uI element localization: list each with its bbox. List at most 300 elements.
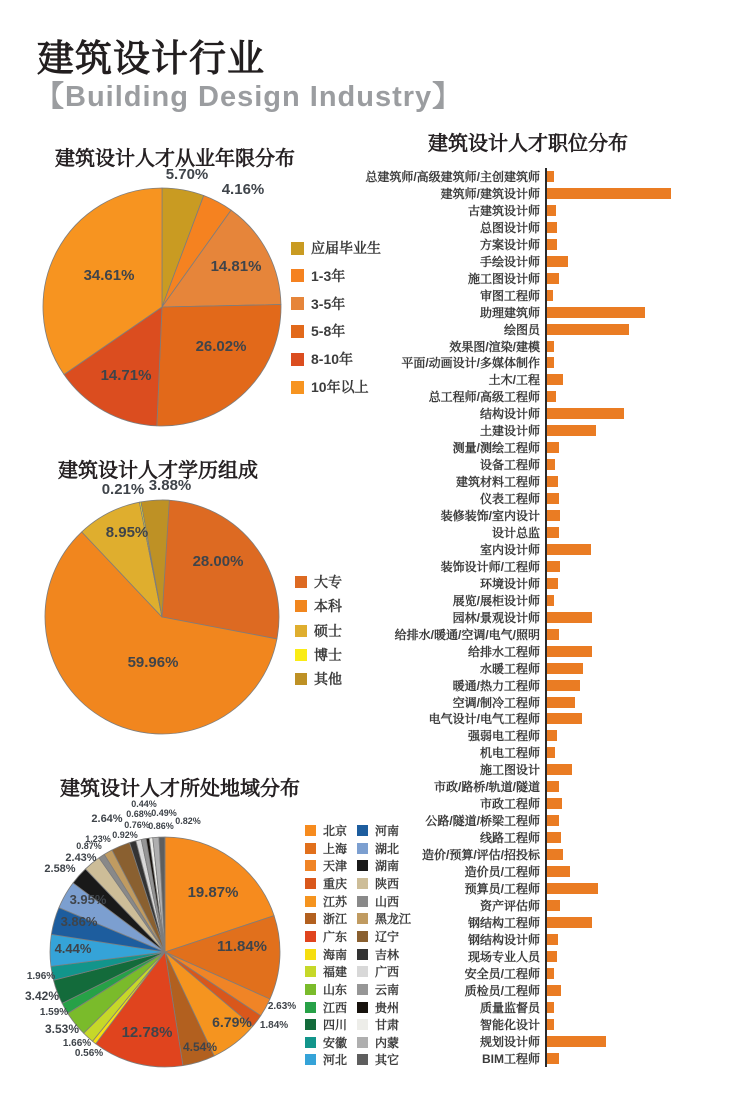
pie-value-label-本科: 59.96% xyxy=(127,654,179,671)
pie-value-label-5-8年: 26.02% xyxy=(195,338,247,355)
bar-zone xyxy=(545,626,730,643)
pie-value-label-应届毕业生: 5.70% xyxy=(165,166,209,183)
legend-label-吉林: 吉林 xyxy=(375,947,400,962)
legend-label-重庆: 重庆 xyxy=(323,876,348,891)
legend-swatch-山东 xyxy=(305,984,316,995)
bar-设计总监 xyxy=(547,527,559,538)
bar-label-环境设计师: 环境设计师 xyxy=(479,576,540,591)
bar-label-钢结构工程师: 钢结构工程师 xyxy=(467,915,540,930)
bar-装修装饰/室内设计 xyxy=(547,510,560,521)
bar-label-资产评估师: 资产评估师 xyxy=(479,898,540,913)
pie-value-label-辽宁: 2.64% xyxy=(91,813,123,825)
bar-资产评估师 xyxy=(547,900,560,911)
legend-label-1-3年: 1-3年 xyxy=(311,267,346,284)
legend-label-陕西: 陕西 xyxy=(375,876,400,891)
legend-item-博士 xyxy=(295,645,342,665)
bar-zone xyxy=(545,253,730,270)
bar-row-审图工程师 xyxy=(344,287,730,304)
bar-仪表工程师 xyxy=(547,493,559,504)
bar-zone xyxy=(545,982,730,999)
pie-value-label-10年以上: 34.61% xyxy=(83,267,135,284)
pie-value-label-浙江: 4.54% xyxy=(182,1040,218,1054)
legend-label-浙江: 浙江 xyxy=(323,912,348,927)
bar-label-古建筑设计师: 古建筑设计师 xyxy=(467,203,540,218)
legend-item-江西 xyxy=(305,999,347,1016)
bar-给排水工程师 xyxy=(547,646,592,657)
legend-label-河北: 河北 xyxy=(323,1053,348,1068)
bar-zone xyxy=(545,948,730,965)
bar-label-土建设计师: 土建设计师 xyxy=(479,424,540,439)
bar-钢结构工程师 xyxy=(547,917,592,928)
bar-电气设计/电气工程师 xyxy=(547,713,582,724)
legend-label-应届毕业生: 应届毕业生 xyxy=(311,240,381,256)
legend-item-四川 xyxy=(305,1016,347,1033)
pie-value-label-湖北: 3.95% xyxy=(69,892,107,907)
bar-row-机电工程师 xyxy=(344,744,730,761)
legend-label-湖北: 湖北 xyxy=(375,841,400,856)
bar-label-效果图/渲染/建模: 效果图/渲染/建模 xyxy=(449,339,540,354)
legend-label-山东: 山东 xyxy=(323,982,348,997)
bar-造价/预算/评估/招投标 xyxy=(547,849,563,860)
pie-value-label-江西: 1.59% xyxy=(39,1007,69,1018)
bar-label-钢结构设计师: 钢结构设计师 xyxy=(467,932,540,947)
pie-value-label-安徽: 1.96% xyxy=(26,971,56,982)
bar-row-装修装饰/室内设计 xyxy=(344,507,730,524)
bar-row-总工程师/高级工程师 xyxy=(344,388,730,405)
page-title: 建筑设计行业 xyxy=(37,38,265,79)
legend-label-大专: 大专 xyxy=(314,574,342,590)
bar-施工图设计师 xyxy=(547,273,559,284)
bar-row-平面/动画设计/多媒体制作 xyxy=(344,354,730,371)
pie-value-label-山东: 3.53% xyxy=(44,1022,80,1036)
bar-label-强弱电工程师: 强弱电工程师 xyxy=(467,729,540,744)
bar-row-造价/预算/评估/招投标 xyxy=(344,846,730,863)
bar-线路工程师 xyxy=(547,832,561,843)
bar-label-市政工程师: 市政工程师 xyxy=(479,797,540,812)
legend-label-5-8年: 5-8年 xyxy=(311,323,346,340)
legend-item-河北 xyxy=(305,1051,347,1068)
bar-zone xyxy=(545,185,730,202)
legend-swatch-博士 xyxy=(295,649,307,661)
bar-label-展览/展柜设计师: 展览/展柜设计师 xyxy=(452,593,540,608)
legend-item-天津 xyxy=(305,857,347,874)
bar-label-暖通/热力工程师: 暖通/热力工程师 xyxy=(452,678,540,693)
bar-机电工程师 xyxy=(547,747,555,758)
bar-row-环境设计师 xyxy=(344,575,730,592)
bar-zone xyxy=(545,1033,730,1050)
bar-zone xyxy=(545,727,730,744)
bar-zone xyxy=(545,609,730,626)
legend-label-广东: 广东 xyxy=(323,929,348,944)
bar-row-线路工程师 xyxy=(344,829,730,846)
bar-zone xyxy=(545,812,730,829)
bar-label-建筑材料工程师: 建筑材料工程师 xyxy=(455,475,540,490)
bar-label-公路/隧道/桥梁工程师: 公路/隧道/桥梁工程师 xyxy=(425,814,540,829)
pie-value-label-上海: 11.84% xyxy=(216,938,268,955)
bar-label-手绘设计师: 手绘设计师 xyxy=(479,254,540,269)
legend-label-广西: 广西 xyxy=(375,965,400,980)
bar-施工图设计 xyxy=(547,764,572,775)
bar-label-审图工程师: 审图工程师 xyxy=(479,288,540,303)
bar-zone xyxy=(545,1050,730,1067)
pie-value-label-山西: 0.87% xyxy=(76,841,102,851)
education-chart-title: 建筑设计人才学历组成 xyxy=(58,460,258,482)
legend-item-硕士 xyxy=(295,621,342,641)
bar-label-绘图员: 绘图员 xyxy=(503,322,540,337)
bar-label-建筑师/建筑设计师: 建筑师/建筑设计师 xyxy=(440,186,540,201)
bar-label-测量/测绘工程师: 测量/测绘工程师 xyxy=(452,441,540,456)
legend-label-河南: 河南 xyxy=(375,824,400,838)
bar-row-测量/测绘工程师 xyxy=(344,439,730,456)
legend-label-本科: 本科 xyxy=(314,598,342,615)
bar-label-智能化设计: 智能化设计 xyxy=(479,1017,540,1032)
bar-row-BIM工程师 xyxy=(344,1050,730,1067)
bar-row-水暖工程师 xyxy=(344,660,730,677)
legend-swatch-河北 xyxy=(305,1054,316,1065)
legend-label-四川: 四川 xyxy=(323,1018,348,1033)
legend-label-江苏: 江苏 xyxy=(323,894,348,909)
legend-label-10年以上: 10年以上 xyxy=(311,379,369,395)
bar-row-质检员/工程师 xyxy=(344,982,730,999)
bar-zone xyxy=(545,219,730,236)
pie-value-label-博士: 0.21% xyxy=(101,481,145,498)
bar-安全员/工程师 xyxy=(547,968,554,979)
bar-row-建筑师/建筑设计师 xyxy=(344,185,730,202)
bar-效果图/渲染/建模 xyxy=(547,341,554,352)
legend-item-浙江 xyxy=(305,910,347,927)
legend-label-其它: 其它 xyxy=(375,1053,400,1068)
legend-item-1-3年 xyxy=(291,266,345,286)
bar-古建筑设计师 xyxy=(547,205,556,216)
bar-row-效果图/渲染/建模 xyxy=(344,338,730,355)
pie-slice-5-8年 xyxy=(157,305,281,426)
bar-方案设计师 xyxy=(547,239,557,250)
bar-zone xyxy=(545,880,730,897)
bar-展览/展柜设计师 xyxy=(547,595,554,606)
bar-zone xyxy=(545,575,730,592)
legend-swatch-大专 xyxy=(295,576,307,588)
legend-swatch-其他 xyxy=(295,673,307,685)
bar-row-公路/隧道/桥梁工程师 xyxy=(344,812,730,829)
bar-label-平面/动画设计/多媒体制作: 平面/动画设计/多媒体制作 xyxy=(401,356,540,371)
bar-row-暖通/热力工程师 xyxy=(344,677,730,694)
bar-label-线路工程师: 线路工程师 xyxy=(479,831,540,846)
bar-row-设计总监 xyxy=(344,524,730,541)
legend-item-3-5年 xyxy=(291,294,345,314)
bar-zone xyxy=(545,914,730,931)
pie-value-label-3-5年: 14.81% xyxy=(210,258,262,275)
legend-item-安徽 xyxy=(305,1034,347,1051)
bar-row-总图设计师 xyxy=(344,219,730,236)
legend-swatch-硕士 xyxy=(295,625,307,637)
bar-row-规划设计师 xyxy=(344,1033,730,1050)
bar-row-土木/工程 xyxy=(344,371,730,388)
bar-row-展览/展柜设计师 xyxy=(344,592,730,609)
bar-BIM工程师 xyxy=(547,1053,559,1064)
pie-value-label-广东: 12.78% xyxy=(121,1024,173,1041)
pie-value-label-海南: 0.56% xyxy=(74,1048,104,1059)
bar-zone xyxy=(545,897,730,914)
bar-zone xyxy=(545,321,730,338)
bar-row-现场专业人员 xyxy=(344,948,730,965)
bar-zone xyxy=(545,287,730,304)
region-chart-title: 建筑设计人才所处地域分布 xyxy=(60,778,300,800)
bar-zone xyxy=(545,354,730,371)
legend-label-3-5年: 3-5年 xyxy=(311,295,346,312)
bar-row-园林/景观设计师 xyxy=(344,609,730,626)
bar-zone xyxy=(545,711,730,728)
bar-zone xyxy=(545,558,730,575)
legend-label-上海: 上海 xyxy=(323,841,348,856)
bar-建筑师/建筑设计师 xyxy=(547,188,671,199)
legend-swatch-上海 xyxy=(305,843,316,854)
bar-row-电气设计/电气工程师 xyxy=(344,711,730,728)
legend-swatch-海南 xyxy=(305,949,316,960)
bar-label-施工图设计: 施工图设计 xyxy=(479,763,540,778)
bar-土木/工程 xyxy=(547,374,563,385)
bar-zone xyxy=(545,694,730,711)
bar-现场专业人员 xyxy=(547,951,557,962)
bar-建筑材料工程师 xyxy=(547,476,558,487)
bar-label-电气设计/电气工程师: 电气设计/电气工程师 xyxy=(428,712,540,727)
pie-value-label-内蒙: 0.86% xyxy=(148,821,174,831)
bar-结构设计师 xyxy=(547,408,624,419)
bar-总工程师/高级工程师 xyxy=(547,391,556,402)
bar-label-造价员/工程师: 造价员/工程师 xyxy=(464,865,540,880)
bar-row-手绘设计师 xyxy=(344,253,730,270)
bar-row-市政工程师 xyxy=(344,795,730,812)
bar-row-装饰设计师/工程师 xyxy=(344,558,730,575)
experience-chart-title: 建筑设计人才从业年限分布 xyxy=(55,148,295,170)
bar-质量监督员 xyxy=(547,1002,554,1013)
bar-zone xyxy=(545,541,730,558)
bar-zone xyxy=(545,999,730,1016)
bar-zone xyxy=(545,643,730,660)
pie-value-label-8-10年: 14.71% xyxy=(100,367,152,384)
bar-label-助理建筑师: 助理建筑师 xyxy=(479,305,540,320)
pie-value-label-北京: 19.87% xyxy=(187,884,239,901)
bar-市政/路桥/轨道/隧道 xyxy=(547,781,559,792)
bar-质检员/工程师 xyxy=(547,985,561,996)
legend-item-山东 xyxy=(305,981,347,998)
legend-swatch-江西 xyxy=(305,1002,316,1013)
bar-zone xyxy=(545,592,730,609)
pie-value-label-大专: 28.00% xyxy=(192,553,244,570)
bar-label-市政/路桥/轨道/隧道: 市政/路桥/轨道/隧道 xyxy=(433,780,540,795)
bar-zone xyxy=(545,965,730,982)
legend-swatch-浙江 xyxy=(305,913,316,924)
legend-item-重庆 xyxy=(305,875,347,892)
bar-造价员/工程师 xyxy=(547,866,570,877)
legend-swatch-天津 xyxy=(305,860,316,871)
bar-园林/景观设计师 xyxy=(547,612,592,623)
bar-row-钢结构设计师 xyxy=(344,931,730,948)
positions-bar-chart xyxy=(344,168,730,1067)
bar-zone xyxy=(545,1016,730,1033)
bar-给排水/暖通/空调/电气/照明 xyxy=(547,629,559,640)
bar-zone xyxy=(545,744,730,761)
bar-环境设计师 xyxy=(547,578,558,589)
pie-value-label-江苏: 6.79% xyxy=(212,1014,252,1030)
bar-row-给排水工程师 xyxy=(344,643,730,660)
legend-swatch-8-10年 xyxy=(291,353,304,366)
pie-value-label-四川: 3.42% xyxy=(24,989,60,1003)
bar-label-预算员/工程师: 预算员/工程师 xyxy=(464,882,540,897)
pie-value-label-重庆: 1.84% xyxy=(259,1020,289,1031)
bar-zone xyxy=(545,456,730,473)
pie-value-label-陕西: 2.43% xyxy=(65,852,97,864)
bar-row-给排水/暖通/空调/电气/照明 xyxy=(344,626,730,643)
legend-item-北京 xyxy=(305,822,347,839)
legend-label-甘肃: 甘肃 xyxy=(375,1018,400,1033)
legend-label-8-10年: 8-10年 xyxy=(311,351,354,368)
pie-value-label-吉林: 0.92% xyxy=(112,830,138,840)
pie-value-label-河北: 4.44% xyxy=(54,941,92,956)
legend-swatch-江苏 xyxy=(305,896,316,907)
bar-公路/隧道/桥梁工程师 xyxy=(547,815,559,826)
bar-zone xyxy=(545,405,730,422)
bar-label-总工程师/高级工程师: 总工程师/高级工程师 xyxy=(428,390,540,405)
bar-水暖工程师 xyxy=(547,663,583,674)
legend-swatch-广东 xyxy=(305,931,316,942)
bar-土建设计师 xyxy=(547,425,596,436)
bar-zone xyxy=(545,829,730,846)
bar-row-绘图员 xyxy=(344,321,730,338)
bar-row-质量监督员 xyxy=(344,999,730,1016)
pie-value-label-其它: 0.82% xyxy=(175,816,201,826)
bar-zone xyxy=(545,202,730,219)
bar-设备工程师 xyxy=(547,459,555,470)
bar-row-市政/路桥/轨道/隧道 xyxy=(344,778,730,795)
bar-label-机电工程师: 机电工程师 xyxy=(479,746,540,761)
pie-value-label-广西: 0.76% xyxy=(124,820,150,830)
bar-label-装修装饰/室内设计: 装修装饰/室内设计 xyxy=(440,509,540,524)
bar-空调/制冷工程师 xyxy=(547,697,575,708)
bar-zone xyxy=(545,388,730,405)
bar-row-施工图设计 xyxy=(344,761,730,778)
legend-swatch-本科 xyxy=(295,600,307,612)
bar-row-资产评估师 xyxy=(344,897,730,914)
bar-label-BIM工程师: BIM工程师 xyxy=(482,1051,540,1066)
legend-label-北京: 北京 xyxy=(323,824,348,838)
pie-value-label-天津: 2.63% xyxy=(267,1001,297,1012)
bar-zone xyxy=(545,270,730,287)
bar-zone xyxy=(545,931,730,948)
bar-手绘设计师 xyxy=(547,256,568,267)
legend-label-硕士: 硕士 xyxy=(314,622,342,639)
bar-总建筑师/高级建筑师/主创建筑师 xyxy=(547,171,554,182)
bar-label-安全员/工程师: 安全员/工程师 xyxy=(464,966,540,981)
bar-label-空调/制冷工程师: 空调/制冷工程师 xyxy=(452,695,540,710)
bar-row-安全员/工程师 xyxy=(344,965,730,982)
bar-label-室内设计师: 室内设计师 xyxy=(479,542,540,557)
bar-zone xyxy=(545,371,730,388)
pie-value-label-硕士: 8.95% xyxy=(105,524,149,541)
legend-item-江苏 xyxy=(305,893,347,910)
bar-助理建筑师 xyxy=(547,307,645,318)
legend-swatch-重庆 xyxy=(305,878,316,889)
bar-绘图员 xyxy=(547,324,629,335)
bar-label-园林/景观设计师: 园林/景观设计师 xyxy=(452,610,540,625)
bar-强弱电工程师 xyxy=(547,730,557,741)
legend-swatch-1-3年 xyxy=(291,269,304,282)
pie-value-label-福建: 1.66% xyxy=(62,1038,92,1049)
bar-label-方案设计师: 方案设计师 xyxy=(479,237,540,252)
legend-label-云南: 云南 xyxy=(375,982,400,997)
bar-label-土木/工程: 土木/工程 xyxy=(488,373,540,388)
bar-label-现场专业人员: 现场专业人员 xyxy=(467,949,540,964)
bar-zone xyxy=(545,304,730,321)
bar-平面/动画设计/多媒体制作 xyxy=(547,357,554,368)
pie-value-label-云南: 0.68% xyxy=(126,809,152,819)
bar-row-设备工程师 xyxy=(344,456,730,473)
bar-zone xyxy=(545,507,730,524)
bar-label-结构设计师: 结构设计师 xyxy=(479,407,540,422)
bar-label-给排水工程师: 给排水工程师 xyxy=(467,644,540,659)
bar-zone xyxy=(545,439,730,456)
bar-row-钢结构工程师 xyxy=(344,914,730,931)
bar-zone xyxy=(545,236,730,253)
bar-label-装饰设计师/工程师: 装饰设计师/工程师 xyxy=(440,559,540,574)
legend-label-博士: 博士 xyxy=(314,646,342,663)
bar-label-给排水/暖通/空调/电气/照明: 给排水/暖通/空调/电气/照明 xyxy=(394,627,540,642)
bar-zone xyxy=(545,490,730,507)
bar-zone xyxy=(545,524,730,541)
bar-zone xyxy=(545,761,730,778)
bar-钢结构设计师 xyxy=(547,934,558,945)
bar-zone xyxy=(545,846,730,863)
legend-label-山西: 山西 xyxy=(375,894,400,909)
bar-row-古建筑设计师 xyxy=(344,202,730,219)
bar-row-室内设计师 xyxy=(344,541,730,558)
bar-row-造价员/工程师 xyxy=(344,863,730,880)
legend-label-其他: 其他 xyxy=(314,671,342,688)
bar-label-规划设计师: 规划设计师 xyxy=(479,1034,540,1049)
bar-label-水暖工程师: 水暖工程师 xyxy=(479,661,540,676)
legend-label-江西: 江西 xyxy=(323,1000,348,1015)
bar-zone xyxy=(545,473,730,490)
pie-value-label-湖南: 2.58% xyxy=(44,863,76,875)
pie-value-label-1-3年: 4.16% xyxy=(221,181,265,198)
bar-label-质检员/工程师: 质检员/工程师 xyxy=(464,983,540,998)
bar-row-结构设计师 xyxy=(344,405,730,422)
bar-审图工程师 xyxy=(547,290,553,301)
bar-label-总建筑师/高级建筑师/主创建筑师: 总建筑师/高级建筑师/主创建筑师 xyxy=(365,169,540,184)
legend-item-本科 xyxy=(295,596,342,616)
bar-row-仪表工程师 xyxy=(344,490,730,507)
legend-item-5-8年 xyxy=(291,321,345,341)
legend-item-广东 xyxy=(305,928,347,945)
bar-zone xyxy=(545,422,730,439)
bar-row-建筑材料工程师 xyxy=(344,473,730,490)
legend-label-内蒙: 内蒙 xyxy=(375,1035,400,1050)
bar-市政工程师 xyxy=(547,798,562,809)
legend-item-上海 xyxy=(305,840,347,857)
legend-label-海南: 海南 xyxy=(323,947,348,962)
bar-label-施工图设计师: 施工图设计师 xyxy=(467,271,540,286)
bar-zone xyxy=(545,778,730,795)
legend-label-安徽: 安徽 xyxy=(323,1035,348,1050)
bar-label-仪表工程师: 仪表工程师 xyxy=(479,492,540,507)
page-subtitle: 【Building Design Industry】 xyxy=(35,81,463,113)
legend-swatch-安徽 xyxy=(305,1037,316,1048)
pie-value-label-黑龙江: 1.23% xyxy=(85,834,111,844)
legend-swatch-福建 xyxy=(305,966,316,977)
bar-row-强弱电工程师 xyxy=(344,727,730,744)
bar-row-土建设计师 xyxy=(344,422,730,439)
bar-zone xyxy=(545,168,730,185)
legend-label-福建: 福建 xyxy=(323,965,348,980)
